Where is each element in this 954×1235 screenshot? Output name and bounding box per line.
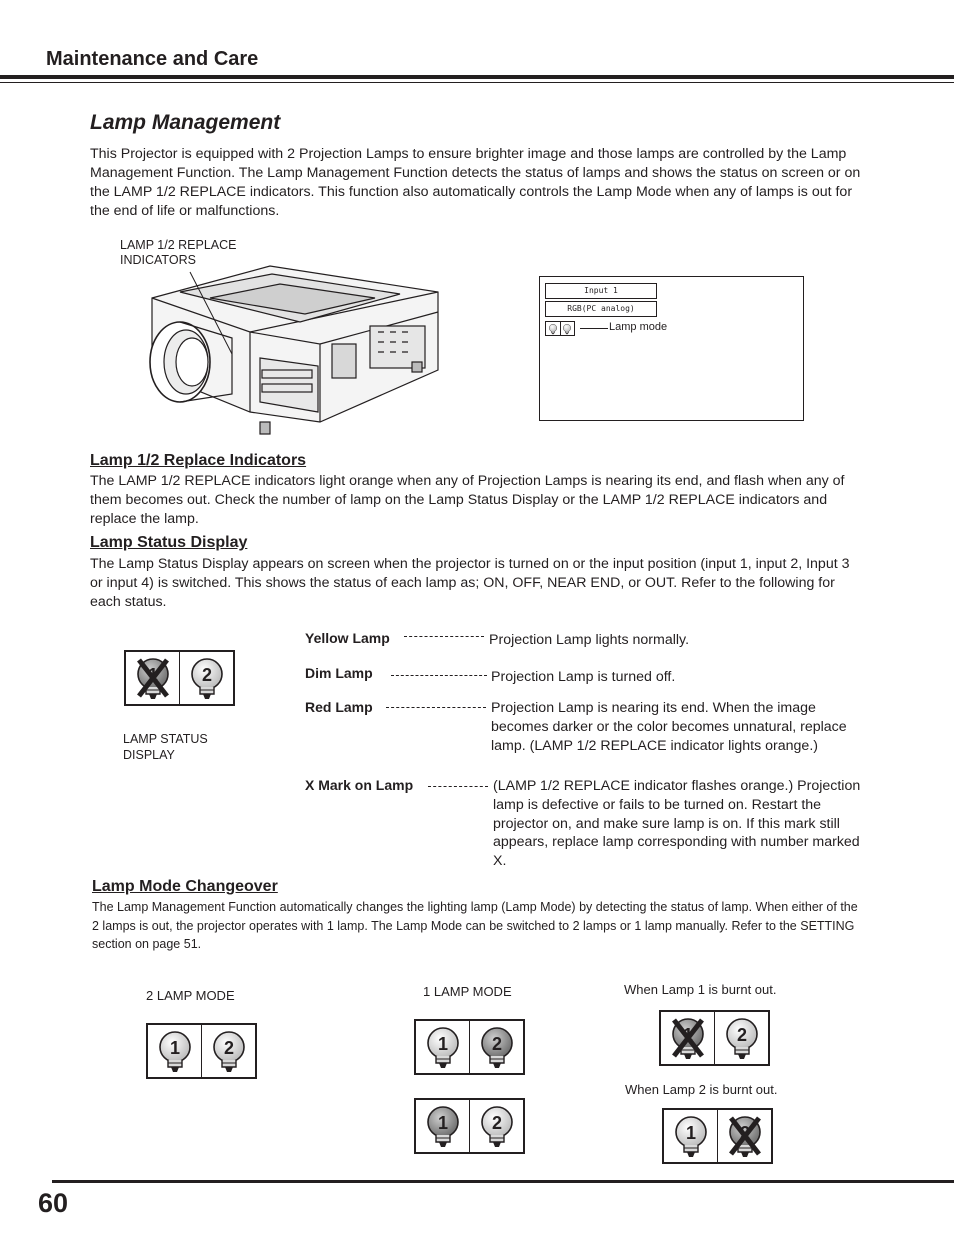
screen-lamp-mode-icons bbox=[545, 321, 575, 336]
replace-indicators-paragraph: The LAMP 1/2 REPLACE indicators light orange when any of Projection Lamps is nearing its end, and flash when any of them becomes out. Check the number of lamp on the Lamp Status Display or the LAMP 1/2 REPLACE indicators and replace the lamp. bbox=[90, 473, 845, 527]
header-rule-thin bbox=[0, 82, 954, 83]
indicators-label-line1: LAMP 1/2 REPLACE bbox=[120, 238, 237, 252]
lamp-mode-label: Lamp mode bbox=[609, 321, 668, 333]
lamp-2-icon bbox=[180, 652, 233, 704]
one-lamp-mode-label: 1 LAMP MODE bbox=[423, 984, 512, 999]
indicators-label-line2: INDICATORS bbox=[120, 253, 196, 267]
mini-lamp-2-icon bbox=[561, 322, 575, 335]
lamp-mode-leader bbox=[580, 328, 608, 329]
lamp-number: 2 bbox=[223, 1038, 234, 1058]
status-desc-yellow: Projection Lamp lights normally. bbox=[489, 632, 690, 648]
lamp-2-lit-icon bbox=[202, 1025, 255, 1077]
status-figure-label-line2: DISPLAY bbox=[123, 748, 175, 762]
lamp-2-dim-icon bbox=[470, 1021, 523, 1073]
status-leader-xmark bbox=[428, 786, 488, 787]
lamp-number: 1 bbox=[437, 1113, 448, 1133]
two-lamp-mode-figure bbox=[146, 1023, 257, 1079]
lamp2-burnt-figure bbox=[662, 1108, 773, 1164]
status-leader-red bbox=[386, 707, 486, 708]
lamp-1-icon bbox=[126, 652, 180, 704]
lamp-number: 1 bbox=[169, 1038, 180, 1058]
lamp-number: 1 bbox=[685, 1123, 696, 1143]
lamp-2-number: 2 bbox=[201, 665, 212, 685]
status-figure-label-line1: LAMP STATUS bbox=[123, 732, 208, 746]
lamp-number: 1 bbox=[437, 1034, 448, 1054]
lamp-1-dim-icon bbox=[416, 1100, 470, 1152]
status-term-dim: Dim Lamp bbox=[305, 665, 373, 681]
lamp1-burnt-figure bbox=[659, 1010, 770, 1066]
onscreen-display bbox=[539, 276, 804, 421]
lamp2-out-label: When Lamp 2 is burnt out. bbox=[625, 1082, 778, 1097]
lamp-2-xmark-icon bbox=[718, 1110, 771, 1162]
lamp-number: 2 bbox=[736, 1025, 747, 1045]
page-title: Lamp Management bbox=[90, 111, 281, 134]
mode-changeover-heading: Lamp Mode Changeover bbox=[92, 878, 278, 895]
page-number: 60 bbox=[38, 1188, 69, 1218]
lamp-1-lit-icon bbox=[148, 1025, 202, 1077]
status-leader-dim bbox=[391, 675, 487, 676]
status-desc-red: Projection Lamp is nearing its end. When the image becomes darker or the color becomes unnatural, replace lamp. (LAMP 1/2 REPLACE indicator lights orange.) bbox=[491, 700, 847, 754]
lamp-1-lit-icon bbox=[664, 1110, 718, 1162]
intro-paragraph: This Projector is equipped with 2 Projection Lamps to ensure brighter image and those lamps are controlled by the Lamp Management Function. The Lamp Management Function detects the status of lamps and shows the status on screen or on the LAMP 1/2 REPLACE indicators. This function also automatically controls the Lamp Mode when any of lamps is out for the end of life or malfunctions. bbox=[90, 146, 861, 219]
lamp1-out-label: When Lamp 1 is burnt out. bbox=[624, 982, 777, 997]
replace-indicators-heading: Lamp 1/2 Replace Indicators bbox=[90, 452, 307, 469]
section-title: Maintenance and Care bbox=[46, 48, 259, 70]
mode-changeover-paragraph: The Lamp Management Function automatically changes the lighting lamp (Lamp Mode) by detecting the status of lamp. When either of the 2 lamps is out, the projector operates with 1 lamp. The Lamp Mode can be switched to 2 lamps or 1 lamp manually. Refer to the SETTING section on page 51. bbox=[92, 900, 858, 951]
lamp-2-lit-icon bbox=[470, 1100, 523, 1152]
status-leader-yellow bbox=[404, 636, 484, 637]
lamp-1-lit-icon bbox=[416, 1021, 470, 1073]
status-display-heading: Lamp Status Display bbox=[90, 534, 248, 551]
one-lamp-mode-figure-a bbox=[414, 1019, 525, 1075]
footer-rule bbox=[52, 1180, 954, 1183]
projector-illustration bbox=[140, 262, 440, 442]
status-desc-dim: Projection Lamp is turned off. bbox=[491, 669, 676, 685]
lamp-1-xmark-icon bbox=[661, 1012, 715, 1064]
mini-lamp-1-icon bbox=[546, 322, 561, 335]
screen-source-box: RGB(PC analog) bbox=[545, 301, 657, 317]
two-lamp-mode-label: 2 LAMP MODE bbox=[146, 988, 235, 1003]
screen-input-box: Input 1 bbox=[545, 283, 657, 299]
lamp-number: 2 bbox=[491, 1113, 502, 1133]
status-term-xmark: X Mark on Lamp bbox=[305, 777, 414, 793]
lamp-status-display-figure bbox=[124, 650, 235, 706]
status-term-red: Red Lamp bbox=[305, 699, 373, 715]
header-rule bbox=[0, 75, 954, 79]
status-desc-xmark: (LAMP 1/2 REPLACE indicator flashes orange.) Projection lamp is defective or fails to be turned on. Restart the projector on, and make sure lamp is on. If this mark still appears, replace lamp corresponding with number marked X. bbox=[493, 778, 861, 870]
status-term-yellow: Yellow Lamp bbox=[305, 630, 390, 646]
status-display-paragraph: The Lamp Status Display appears on screen when the projector is turned on or the input position (input 1, input 2, Input 3 or input 4) is switched. This shows the status of each lamp as; ON, OFF, NEAR END, or OUT. Refer to the following for each status. bbox=[90, 556, 850, 610]
lamp-number: 2 bbox=[491, 1034, 502, 1054]
one-lamp-mode-figure-b bbox=[414, 1098, 525, 1154]
lamp-2-lit-icon bbox=[715, 1012, 768, 1064]
